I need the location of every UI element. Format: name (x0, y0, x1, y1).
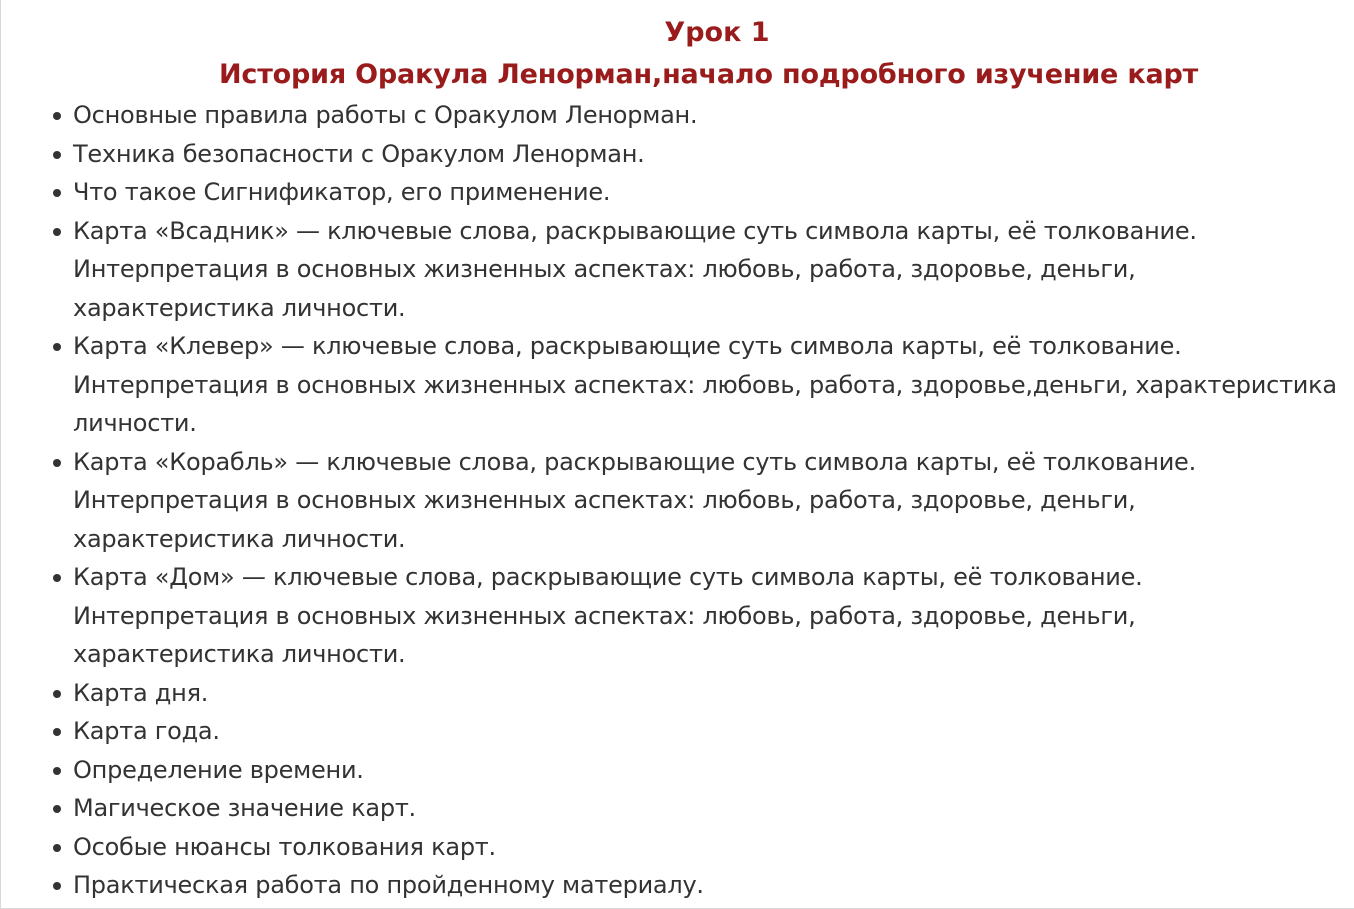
bullet-icon (53, 343, 61, 351)
list-item (53, 327, 1343, 443)
bullet-icon (53, 844, 61, 852)
list-item (53, 751, 1343, 790)
topic-list (53, 96, 1343, 905)
topic-text: Определение времени. (73, 755, 364, 784)
topic-text: Магическое значение карт. (73, 794, 416, 822)
lesson-title: История Оракула Ленорман,начало подробного изучение карт (219, 59, 1199, 90)
topic-text: Что такое Сигнификатор, его применение. (73, 178, 611, 206)
bullet-icon (53, 882, 61, 890)
list-item (53, 173, 1343, 212)
list-item (53, 866, 1343, 905)
topic-text: Карта дня. (73, 678, 209, 707)
list-item (53, 96, 1343, 135)
list-item (53, 443, 1343, 559)
bullet-icon (53, 728, 61, 736)
topic-text: Карта года. (73, 717, 220, 745)
topic-text: Практическая работа по пройденному материалу. (73, 871, 704, 899)
bullet-icon (53, 112, 61, 120)
bullet-icon (53, 189, 61, 197)
list-item (53, 212, 1343, 328)
bullet-icon (53, 228, 61, 236)
topic-text: Особые нюансы толкования карт. (73, 832, 496, 861)
lesson-number: Урок 1 (664, 17, 770, 48)
list-item (53, 828, 1343, 867)
bullet-icon (53, 574, 61, 582)
list-item (53, 712, 1343, 751)
topic-text: Основные правила работы с Оракулом Ленорман. (73, 101, 698, 129)
bullet-icon (53, 151, 61, 159)
list-item (53, 789, 1343, 828)
list-item (53, 558, 1343, 674)
topic-text: Карта «Всадник» — ключевые слова, раскрывающие суть символа карты, её толкование. Интерпретация в основных жизненных аспектах: любовь, работа, здоровье, деньги, характеристика личности. (73, 216, 1197, 322)
topic-text: Техника безопасности с Оракулом Ленорман. (73, 139, 645, 168)
list-item (53, 674, 1343, 713)
topic-text: Карта «Дом» — ключевые слова, раскрывающие суть символа карты, её толкование. Интерпретация в основных жизненных аспектах: любовь, работа, здоровье, деньги, характеристика личности. (73, 563, 1143, 668)
topic-text: Карта «Корабль» — ключевые слова, раскрывающие суть символа карты, её толкование. Интерпретация в основных жизненных аспектах: любовь, работа, здоровье, деньги, характеристика личности. (73, 447, 1196, 553)
bullet-icon (53, 767, 61, 775)
topic-text: Карта «Клевер» — ключевые слова, раскрывающие суть символа карты, её толкование. Интерпретация в основных жизненных аспектах: любовь, работа, здоровье,деньги, характеристика личности. (73, 332, 1337, 437)
bullet-icon (53, 690, 61, 698)
list-item (53, 135, 1343, 174)
bullet-icon (53, 805, 61, 813)
bullet-icon (53, 459, 61, 467)
